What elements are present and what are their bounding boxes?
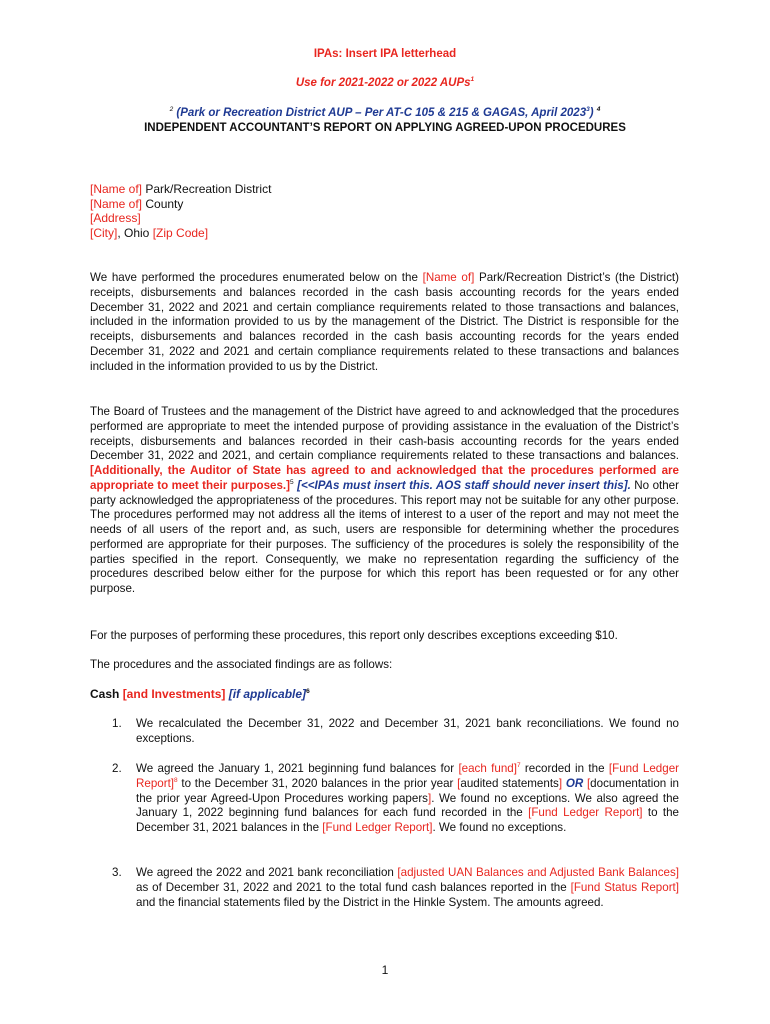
footnote-ref-8: 8 xyxy=(174,776,178,784)
address-line-street xyxy=(90,211,271,226)
placeholder-name-inline: [Name of] xyxy=(422,271,475,284)
proc2-text-h: . We found no exceptions. xyxy=(432,821,567,834)
proc3-text-c: and the financial statements filed by the District in the Hinkle System. The amounts agreed. xyxy=(136,895,604,909)
section-heading-cash xyxy=(90,687,310,701)
address-line-city xyxy=(90,226,271,241)
district-text: Park/Recreation District xyxy=(142,182,272,196)
placeholder-uan-balances: [adjusted UAN Balances and Adjusted Bank Balances] xyxy=(397,866,679,879)
procedure-number: 1. xyxy=(112,717,122,730)
footnote-ref-3: 3 xyxy=(586,106,590,114)
cash-investments-placeholder: [and Investments] xyxy=(122,687,226,701)
placeholder-fund-ledger: [Fund Ledger Report] xyxy=(136,762,680,790)
paragraph-procedures-intro: The procedures and the associated findings are as follows: xyxy=(90,658,393,671)
paragraph-intro xyxy=(90,271,679,374)
bracket-open: [ xyxy=(457,776,461,790)
paragraph-threshold: For the purposes of performing these procedures, this report only describes exceptions exceeding $10. xyxy=(90,629,618,642)
procedure-item xyxy=(90,866,679,910)
placeholder-fund-status: [Fund Status Report] xyxy=(570,880,679,894)
intro-text-a: We have performed the procedures enumerated below on the xyxy=(90,271,423,284)
address-line-district xyxy=(90,182,271,197)
report-type-close: ) xyxy=(589,107,594,119)
address-block xyxy=(90,182,271,240)
footnote-ref-4: 4 xyxy=(596,106,601,114)
proc2-text-g: to the December 31, 2021 balances in the xyxy=(136,806,679,834)
footnote-ref-5: 5 xyxy=(290,478,294,486)
or-text: OR xyxy=(562,776,584,790)
placeholder-county-name: [Name of] xyxy=(90,196,143,211)
proc2-text-a: We agreed the January 1, 2021 beginning fund balances for xyxy=(136,762,459,775)
footnote-ref-6: 6 xyxy=(306,688,310,695)
proc2-text-c: to the December 31, 2020 balances in the prior year xyxy=(177,776,458,790)
bracket-close: ] xyxy=(427,791,432,805)
ipa-instruction-text: [<<IPAs must insert this. AOS staff should never insert this]. xyxy=(293,478,631,492)
letterhead-text: IPAs: Insert IPA letterhead xyxy=(313,48,457,60)
proc2-text-d: audited statements xyxy=(460,776,559,790)
procedure-text: We recalculated the December 31, 2022 and December 31, 2021 bank reconciliations. We found no exceptions. xyxy=(136,717,679,745)
usage-note-text: Use for 2021-2022 or 2022 AUPs xyxy=(295,77,471,89)
report-title xyxy=(0,122,770,134)
address-line-county xyxy=(90,197,271,212)
letterhead-instruction xyxy=(0,48,770,60)
county-text: County xyxy=(142,196,184,211)
placeholder-zip: [Zip Code] xyxy=(152,225,209,240)
footnote-ref-7: 7 xyxy=(516,762,521,770)
procedure-number: 2. xyxy=(112,762,122,775)
placeholder-fund-ledger: [Fund Ledger Report] xyxy=(322,821,433,834)
usage-note xyxy=(0,77,770,89)
proc2-text-f: . We found no exceptions. We also agreed the January 1, 2022 beginning fund balances for each fund recorded in the xyxy=(136,791,679,820)
procedure-text xyxy=(136,762,679,836)
proc2-text-e: documentation in the prior year Agreed-Upon Procedures working papers xyxy=(136,776,679,805)
cash-label: Cash xyxy=(90,687,123,701)
ack-text-b: No other party acknowledged the appropriateness of the procedures. This report may not be suitable for any other purpose. The procedures performed may not address all the items of interest to a user of the report and may not meet the needs of all users of the report and, as such, users are responsible for determining whether the procedures performed are appropriate for their purposes. The sufficiency of the procedures is solely the responsibility of the parties specified in the report. Consequently, we make no representation regarding the sufficiency of the procedures described below either for the purpose for which this report has been requested or for any other purpose. xyxy=(90,478,679,595)
paragraph-acknowledgement xyxy=(90,405,679,597)
bracket-close: ] xyxy=(558,776,563,790)
state-text: , Ohio xyxy=(117,225,153,240)
proc2-text-b: recorded in the xyxy=(520,762,609,775)
proc3-text-b: as of December 31, 2022 and 2021 to the total fund cash balances reported in the xyxy=(136,880,571,894)
footnote-ref-1: 1 xyxy=(470,76,475,84)
procedure-text xyxy=(136,866,679,910)
ack-text-a: The Board of Trustees and the management of the District have agreed to and acknowledged that the procedures performed are appropriate to meet the intended purpose of providing assistance in the evaluation of the District’s receipts, disbursements and balances recorded in their cash-basis accounting records for the years ended December 31, 2022 and 2021, and certain compliance requirements related to these transactions and balances. xyxy=(90,405,679,463)
placeholder-address: [Address] xyxy=(90,211,141,226)
report-type-line xyxy=(0,107,770,119)
placeholder-name: [Name of] xyxy=(90,182,143,196)
proc3-text-a: We agreed the 2022 and 2021 bank reconciliation xyxy=(136,866,398,879)
procedure-item xyxy=(90,762,679,836)
page-number: 1 xyxy=(381,963,389,977)
bracket-open: [ xyxy=(583,776,591,790)
intro-text-b: Park/Recreation District’s (the District) receipts, disbursements and balances recorded in the cash basis accounting records for the years ended December 31, 2022 and 2021 and certain compliance requirements related to those transactions and balances, included in the information provided to us by the management of the District. The District is responsible for the receipts, disbursements and balances recorded in the cash basis accounting records for the years ended December 31, 2022 and 2021 and certain compliance requirements related to these transactions and balances included in the information provided to us by the District. xyxy=(90,271,680,373)
footnote-ref-2: 2 xyxy=(169,106,174,114)
report-type-text: (Park or Recreation District AUP – Per AT-C 105 & 215 & GAGAS, April 2023 xyxy=(176,107,587,119)
cash-if-applicable: [if applicable] xyxy=(225,687,307,701)
aos-insert-text: [Additionally, the Auditor of State has agreed to and acknowledged that the procedures performed are appropriate to meet their purposes.] xyxy=(90,464,679,492)
placeholder-city: [City] xyxy=(90,225,118,240)
placeholder-fund-ledger: [Fund Ledger Report] xyxy=(528,806,643,820)
procedure-item xyxy=(90,717,679,747)
report-title-text: INDEPENDENT ACCOUNTANT’S REPORT ON APPLYING AGREED-UPON PROCEDURES xyxy=(144,122,626,134)
procedure-number: 3. xyxy=(112,866,122,879)
placeholder-each-fund: [each fund] xyxy=(458,762,517,775)
